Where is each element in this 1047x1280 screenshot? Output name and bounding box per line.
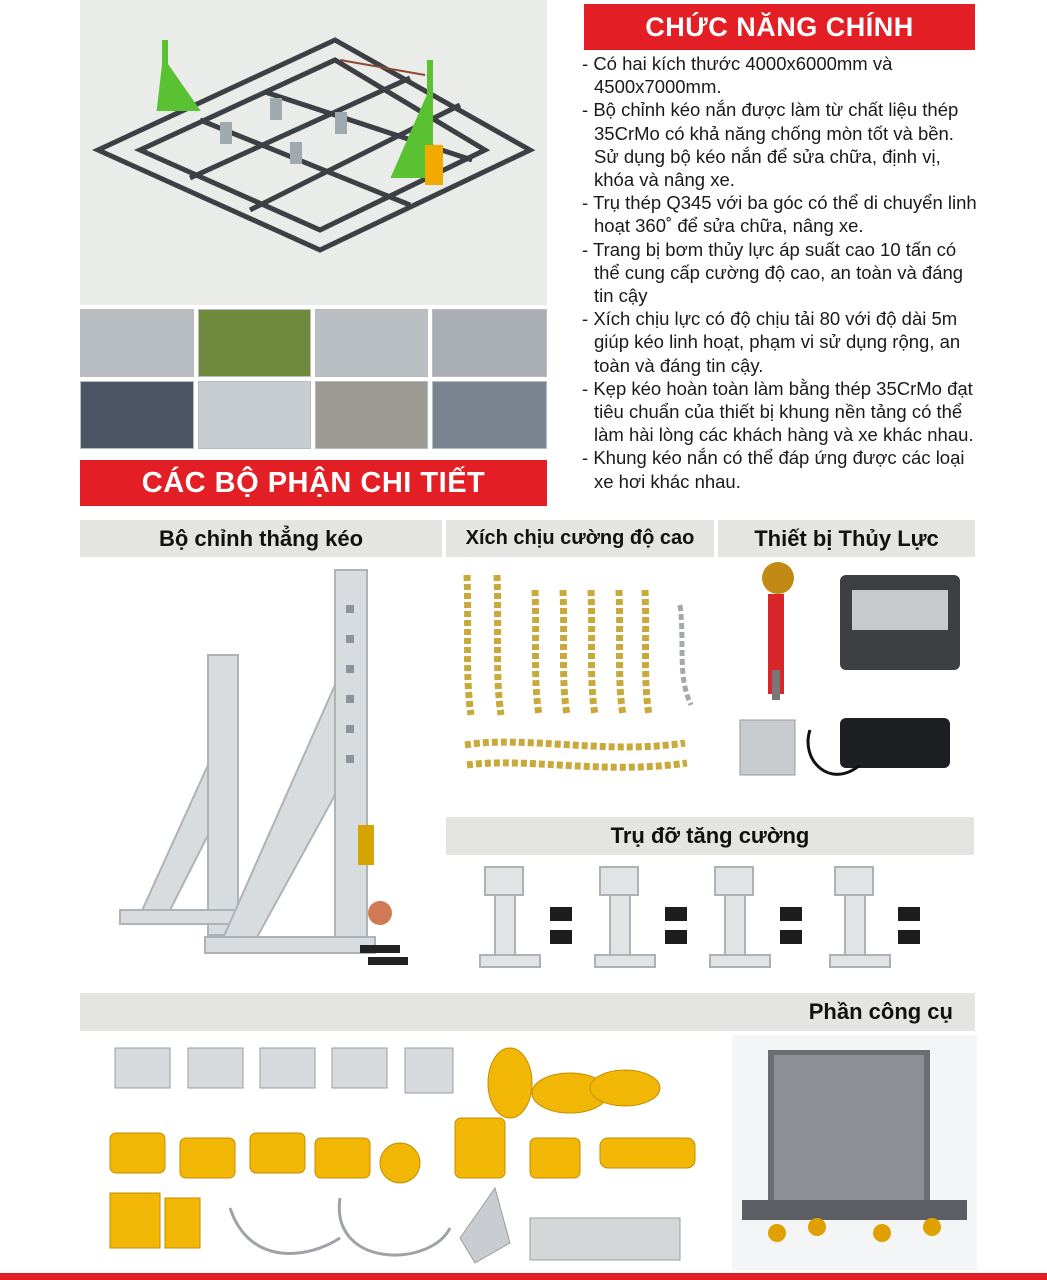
hydraulics-image — [730, 560, 970, 800]
chains-image — [455, 565, 715, 795]
section-hydraulics-heading: Thiết bị Thủy Lực — [718, 520, 975, 557]
photo-thumb — [432, 381, 547, 449]
feature-item: - Trang bị bơm thủy lực áp suất cao 10 tấn có thể cung cấp cường độ cao, an toàn và đáng tin cậy — [582, 238, 982, 308]
feature-item: - Bộ chỉnh kéo nắn được làm từ chất liệu thép 35CrMo có khả năng chống mòn tốt và bền. Sử dụng bộ kéo nắn để sửa chữa, định vị, khóa và nâng xe. — [582, 98, 982, 191]
hero-frame-render — [80, 0, 547, 305]
feature-item: - Kẹp kéo hoàn toàn làm bằng thép 35CrMo đạt tiêu chuẩn của thiết bị khung nền tảng có thể làm hài lòng các khách hàng và xe khác nhau. — [582, 377, 982, 447]
feature-item: - Trụ thép Q345 với ba góc có thể di chuyển linh hoạt 360˚ để sửa chữa, nâng xe. — [582, 191, 982, 237]
photo-thumb — [198, 381, 311, 449]
section-tools-heading: Phần công cụ — [80, 993, 975, 1031]
straightener-tower-image — [110, 565, 410, 985]
features-list — [582, 52, 982, 493]
photo-thumb — [315, 309, 428, 377]
bottom-accent-rule — [0, 1273, 1047, 1280]
support-posts-image — [470, 862, 970, 987]
tools-clamps-image — [100, 1038, 710, 1270]
section-supports-heading: Trụ đỡ tăng cường — [446, 817, 974, 855]
feature-item: - Có hai kích thước 4000x6000mm và 4500x7000mm. — [582, 52, 982, 98]
photo-thumb — [315, 381, 428, 449]
photo-thumb — [80, 381, 194, 449]
photo-thumb — [198, 309, 311, 377]
features-title: CHỨC NĂNG CHÍNH — [584, 4, 975, 50]
photo-thumb — [80, 309, 194, 377]
section-chains-heading: Xích chịu cường độ cao — [446, 520, 714, 557]
section-straightener-heading: Bộ chỉnh thẳng kéo — [80, 520, 442, 557]
parts-title: CÁC BỘ PHẬN CHI TIẾT — [80, 460, 547, 506]
frame-platform-illustration — [80, 0, 547, 305]
feature-item: - Xích chịu lực có độ chịu tải 80 với độ dài 5m giúp kéo linh hoạt, phạm vi sử dụng rộng, an toàn và đáng tin cậy. — [582, 307, 982, 377]
tool-board-cart-image — [732, 1035, 977, 1270]
photo-thumb — [432, 309, 547, 377]
feature-item: - Khung kéo nắn có thể đáp ứng được các loại xe hơi khác nhau. — [582, 446, 982, 492]
